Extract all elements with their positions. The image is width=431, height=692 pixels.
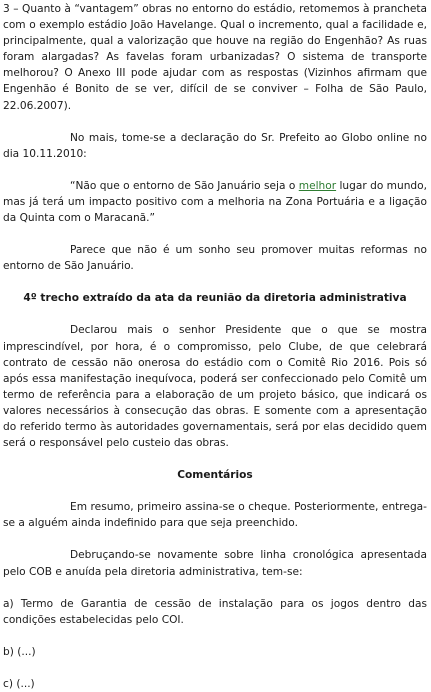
spacer: [3, 628, 427, 644]
paragraph-resumo: Em resumo, primeiro assina-se o cheque. Posteriormente, entrega-se a alguém ainda indefinido para que seja preenchido.: [3, 501, 427, 530]
spacer: [3, 162, 427, 178]
quote-text-after: lugar do mundo, mas já terá um impacto positivo com a melhoria na Zona Portuária e a ligação da Quinta com o Maracanã.”: [3, 179, 428, 225]
melhor-link[interactable]: melhor: [298, 179, 337, 192]
spacer: [3, 306, 427, 322]
spacer: [3, 226, 427, 242]
spacer: [3, 274, 427, 290]
spacer: [3, 114, 427, 130]
spacer: [3, 531, 427, 547]
paragraph-linha-cronologica: Debruçando-se novamente sobre linha cronológica apresentada pelo COB e anuída pela diretoria administrativa, tem-se:: [3, 549, 427, 578]
spacer: [3, 451, 427, 467]
quote-text-before: “Não que o entorno de São Januário seja o: [70, 179, 299, 192]
spacer: [3, 580, 427, 596]
paragraph-sonho: Parece que não é um sonho seu promover muitas reformas no entorno de São Januário.: [3, 244, 427, 273]
paragraph-prefeito-declaration: No mais, tome-se a declaração do Sr. Prefeito ao Globo online no dia 10.11.2010:: [3, 131, 427, 160]
quote-paragraph: [3, 178, 427, 226]
list-item-b: b) (...): [3, 645, 36, 658]
spacer: [3, 483, 427, 499]
paragraph-presidente: Declarou mais o senhor Presidente que o que se mostra imprescindível, por hora, é o compromisso, pelo Clube, de que celebrará contrato de cessão não onerosa do estádio com o Comitê Rio 2016. Pois só após essa manifestação inequívoca, poderá ser confeccionado pelo Comitê um termo de referência para a elaboração de um projeto básico, que indicará os valores necessários à consecução das obras. E somente com a apresentação do referido termo às autoridades governamentais, será por elas decidido quem será o responsável pelo custeio das obras.: [3, 324, 427, 450]
paragraph-item-3: 3 – Quanto à “vantagem” obras no entorno do estádio, retomemos à prancheta com o exemplo estádio João Havelange. Qual o incremento, qual a facilidade e, principalmente, qual a valorização que houve na região do Engenhão? As ruas foram alargadas? As favelas foram urbanizadas? O sistema de transporte melhorou? O Anexo III pode ajudar com as respostas (Vizinhos afirmam que Engenhão é Bonito de se ver, difícil de se conviver – Folha de São Paulo, 22.06.2007).: [3, 3, 427, 112]
section-heading-trecho-4: 4º trecho extraído da ata da reunião da diretoria administrativa: [23, 292, 407, 305]
list-item-c: c) (...): [3, 677, 35, 690]
list-item-a: a) Termo de Garantia de cessão de instalação para os jogos dentro das condições estabelecidas pelo COI.: [3, 597, 427, 626]
section-heading-comentarios: Comentários: [177, 469, 253, 482]
